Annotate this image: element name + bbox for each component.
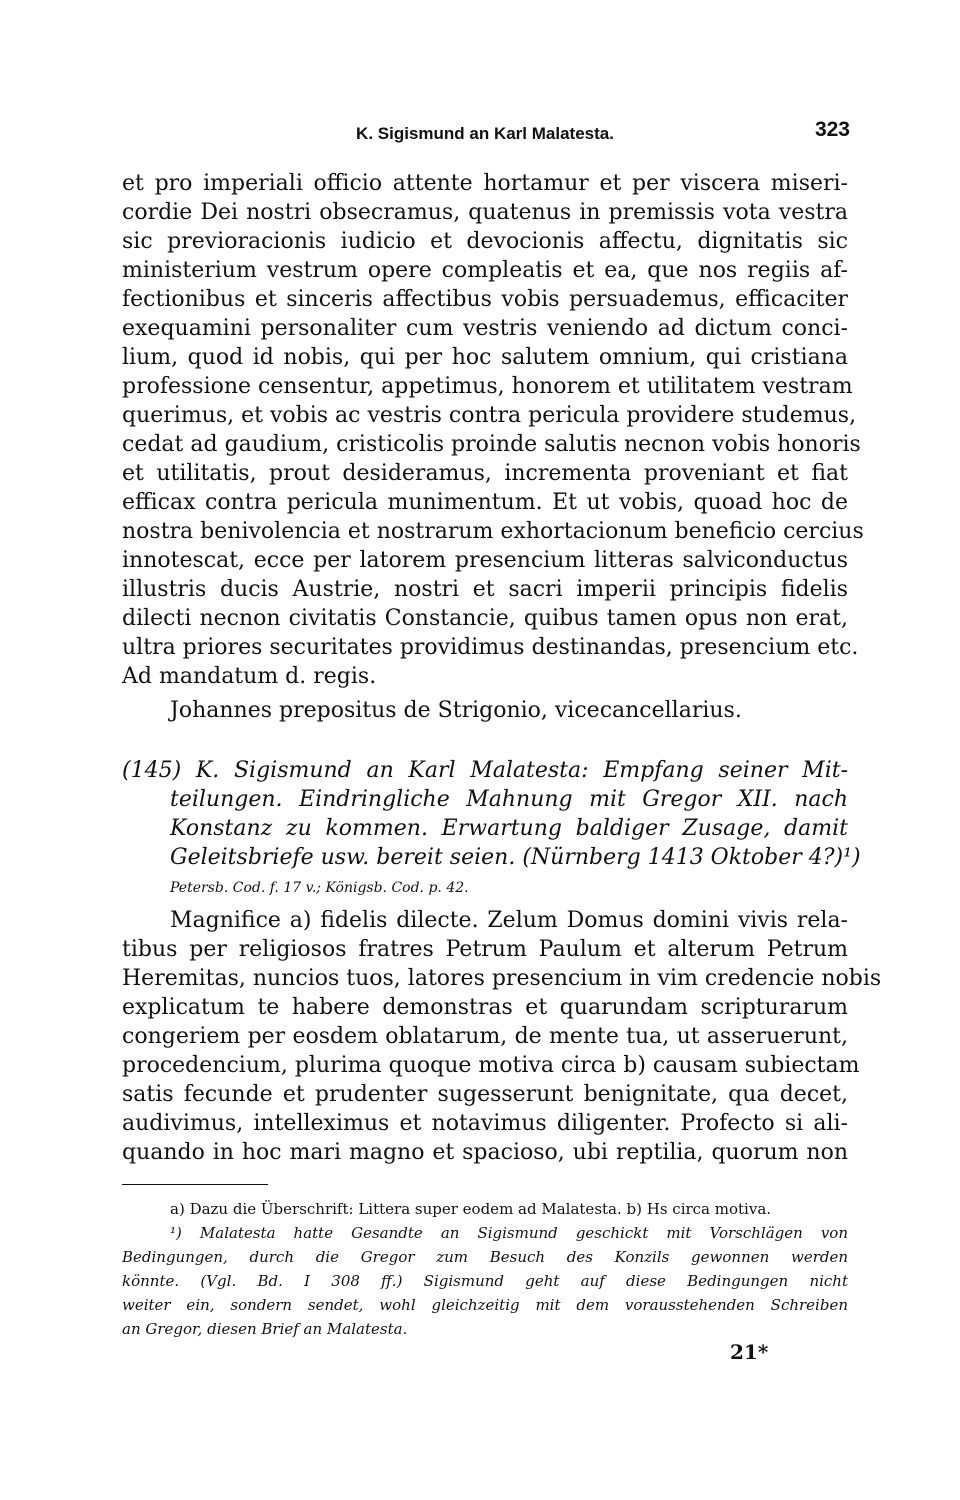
letter-line: tibus per religiosos fratres Petrum Paulum et alterum Petrum bbox=[122, 937, 848, 962]
body-line: illustris ducis Austrie, nostri et sacri imperii principis fidelis bbox=[122, 577, 848, 602]
letter-line: Heremitas, nuncios tuos, latores presencium in vim credencie nobis bbox=[122, 966, 882, 991]
body-line: nostra benivolencia et nostrarum exhortacionum beneficio cercius bbox=[122, 519, 864, 544]
page-number: 323 bbox=[814, 118, 850, 141]
running-head: K. Sigismund an Karl Malatesta. bbox=[356, 124, 614, 143]
signature-line: Johannes prepositus de Strigonio, vicecancellarius. bbox=[170, 698, 742, 723]
footnote-1: ¹) Malatesta hatte Gesandte an Sigismund geschickt mit Vorschlägen von bbox=[170, 1224, 848, 1242]
footnote-1: Bedingungen, durch die Gregor zum Besuch des Konzils gewonnen werden bbox=[122, 1248, 848, 1266]
letter-line: Magnifice a) fidelis dilecte. Zelum Domus domini vivis rela- bbox=[170, 908, 848, 933]
body-line: dilecti necnon civitatis Constancie, quibus tamen opus non erat, bbox=[122, 606, 848, 631]
body-line: sic previoracionis iudicio et devocionis affectu, dignitatis sic bbox=[122, 229, 848, 254]
signature-mark: 21* bbox=[730, 1340, 769, 1364]
body-line: fectionibus et sinceris affectibus vobis persuademus, efficaciter bbox=[122, 287, 848, 312]
footnote-1: könnte. (Vgl. Bd. I 308 ff.) Sigismund geht auf diese Bedingungen nicht bbox=[122, 1272, 848, 1290]
body-line: exequamini personaliter cum vestris veniendo ad dictum conci- bbox=[122, 316, 848, 341]
source-line: Petersb. Cod. f. 17 v.; Königsb. Cod. p. 42. bbox=[170, 880, 469, 896]
footnote-1: an Gregor, diesen Brief an Malatesta. bbox=[122, 1320, 408, 1338]
document-heading: (145) K. Sigismund an Karl Malatesta: Empfang seiner Mit- bbox=[122, 758, 848, 783]
letter-line: explicatum te habere demonstras et quarundam scripturarum bbox=[122, 995, 848, 1020]
body-line: querimus, et vobis ac vestris contra pericula providere studemus, bbox=[122, 403, 857, 428]
letter-line: satis fecunde et prudenter sugesserunt benignitate, qua decet, bbox=[122, 1082, 848, 1107]
body-line: cedat ad gaudium, cristicolis proinde salutis necnon vobis honoris bbox=[122, 432, 861, 457]
footnote-ab: a) Dazu die Überschrift: Littera super eodem ad Malatesta. b) Hs circa motiva. bbox=[170, 1200, 772, 1218]
body-line: cordie Dei nostri obsecramus, quatenus in premissis vota vestra bbox=[122, 200, 848, 225]
letter-line: quando in hoc mari magno et spacioso, ubi reptilia, quorum non bbox=[122, 1140, 848, 1165]
document-heading: Konstanz zu kommen. Erwartung baldiger Zusage, damit bbox=[170, 816, 848, 841]
footnote-1: weiter ein, sondern sendet, wohl gleichzeitig mit dem vorausstehenden Schreiben bbox=[122, 1296, 848, 1314]
document-heading: teilungen. Eindringliche Mahnung mit Gregor XII. nach bbox=[170, 787, 848, 812]
body-line: lium, quod id nobis, qui per hoc salutem omnium, qui cristiana bbox=[122, 345, 848, 370]
body-line: innotescat, ecce per latorem presencium litteras salviconductus bbox=[122, 548, 848, 573]
footnote-rule bbox=[122, 1184, 268, 1185]
body-line: et pro imperiali officio attente hortamur et per viscera miseri- bbox=[122, 171, 848, 196]
letter-line: procedencium, plurima quoque motiva circa b) causam subiectam bbox=[122, 1053, 860, 1078]
letter-line: audivimus, intelleximus et notavimus diligenter. Profecto si ali- bbox=[122, 1111, 848, 1136]
body-line: ultra priores securitates providimus destinandas, presencium etc. bbox=[122, 635, 859, 660]
document-heading: Geleitsbriefe usw. bereit seien. (Nürnberg 1413 Oktober 4?)¹) bbox=[170, 845, 861, 870]
body-line: Ad mandatum d. regis. bbox=[122, 664, 377, 689]
page-header bbox=[120, 118, 850, 148]
body-line: ministerium vestrum opere compleatis et ea, que nos regiis af- bbox=[122, 258, 848, 283]
letter-line: congeriem per eosdem oblatarum, de mente tua, ut asseruerunt, bbox=[122, 1024, 848, 1049]
body-line: professione censentur, appetimus, honorem et utilitatem vestram bbox=[122, 374, 853, 399]
body-line: et utilitatis, prout desideramus, incrementa proveniant et fiat bbox=[122, 461, 848, 486]
body-line: efficax contra pericula munimentum. Et ut vobis, quoad hoc de bbox=[122, 490, 848, 515]
